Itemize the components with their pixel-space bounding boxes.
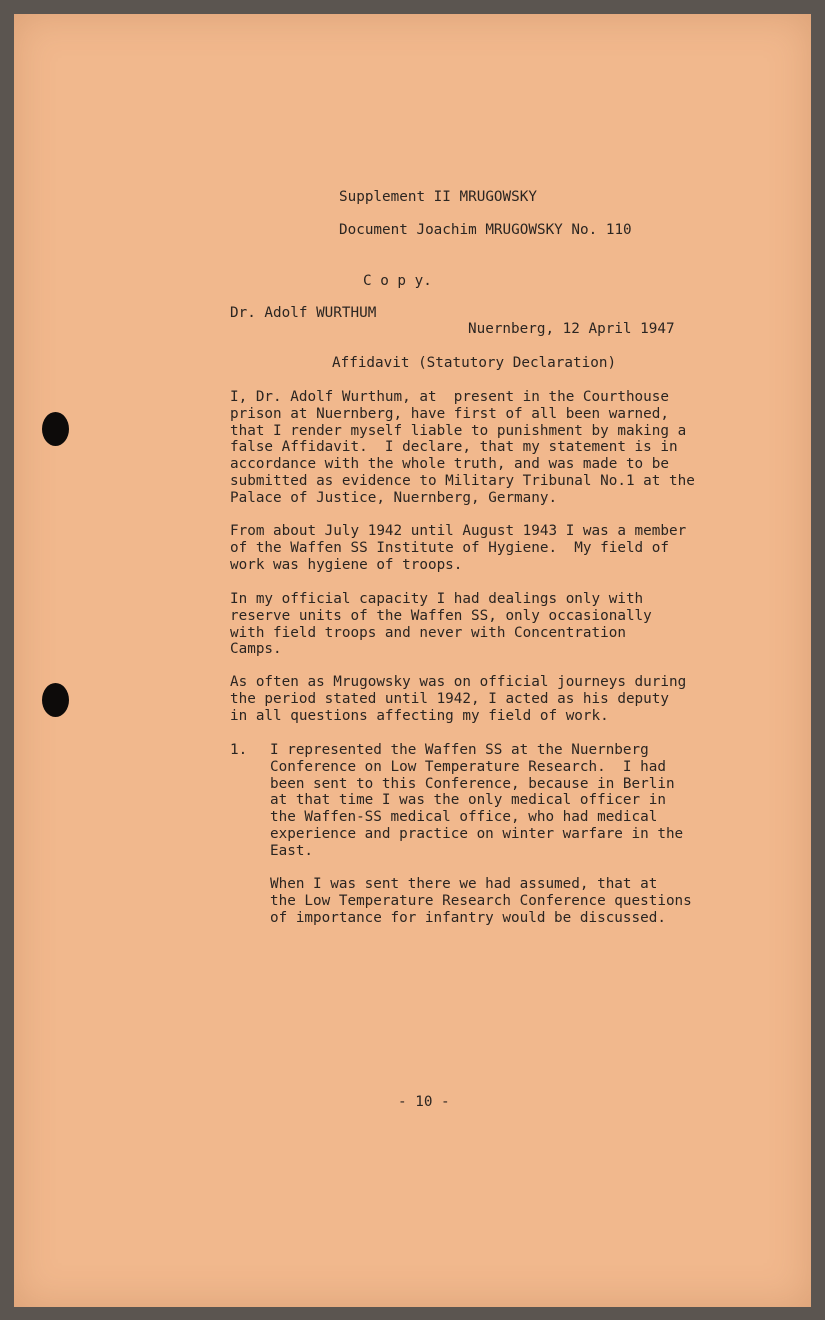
paragraph-membership: From about July 1942 until August 1943 I was a member of the Waffen SS Institute of Hygiene. My field of work was hygiene of troops. bbox=[230, 523, 687, 573]
item-continuation: When I was sent there we had assumed, that at the Low Temperature Research Conference questions of importance for infantry would be discussed. bbox=[270, 876, 692, 926]
paragraph-deputy: As often as Mrugowsky was on official journeys during the period stated until 1942, I acted as his deputy in all questions affecting my field of work. bbox=[230, 674, 687, 724]
affidavit-title: Affidavit (Statutory Declaration) bbox=[332, 355, 617, 371]
document-page bbox=[14, 14, 811, 1307]
item-text: I represented the Waffen SS at the Nuernberg Conference on Low Temperature Research. I had been sent to this Conference, because in Berlin at that time I was the only medical officer in the Waffen-SS medical office, who had medical experience and practice on winter warfare in the East. bbox=[270, 742, 684, 859]
copy-label: C o p y. bbox=[363, 273, 432, 289]
author-name: Dr. Adolf WURTHUM bbox=[230, 305, 377, 321]
place-date: Nuernberg, 12 April 1947 bbox=[468, 321, 675, 337]
document-number: Document Joachim MRUGOWSKY No. 110 bbox=[339, 222, 632, 238]
item-number: 1. bbox=[230, 742, 248, 758]
paragraph-capacity: In my official capacity I had dealings only with reserve units of the Waffen SS, only occasionally with field troops and never with Concentration Camps. bbox=[230, 591, 652, 658]
supplement-heading: Supplement II MRUGOWSKY bbox=[339, 189, 537, 205]
punch-hole-bottom bbox=[42, 683, 69, 717]
page-number: - 10 - bbox=[398, 1094, 450, 1110]
punch-hole-top bbox=[42, 412, 69, 446]
paragraph-declaration: I, Dr. Adolf Wurthum, at present in the Courthouse prison at Nuernberg, have first of all been warned, that I render myself liable to punishment by making a false Affidavit. I declare, that my statement is in accordance with the whole truth, and was made to be submitted as evidence to Military Tribunal No.1 at the Palace of Justice, Nuernberg, Germany. bbox=[230, 389, 695, 506]
